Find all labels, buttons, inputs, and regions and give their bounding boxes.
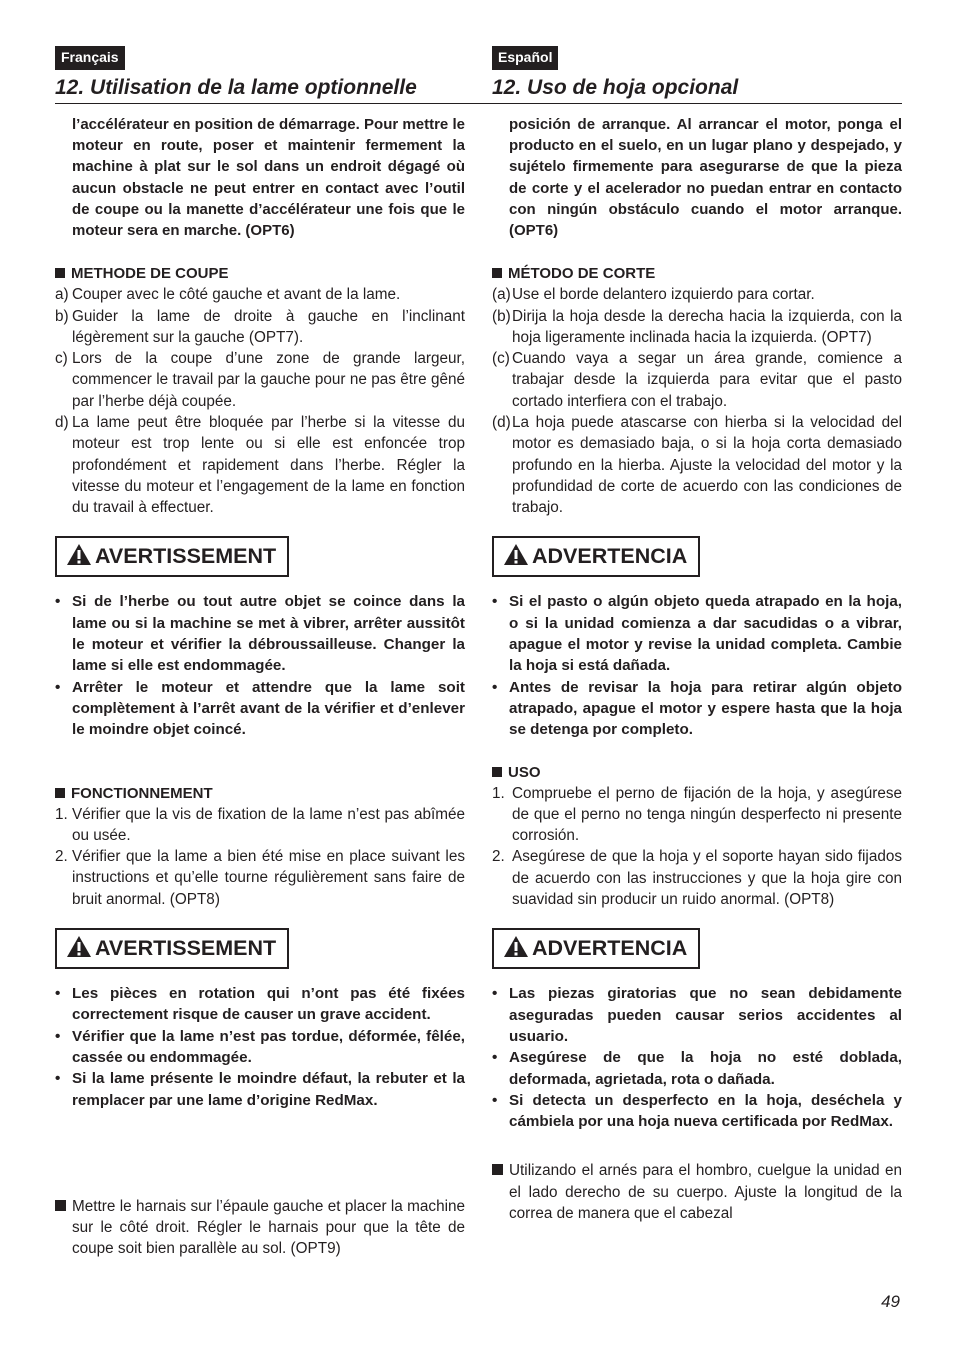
square-bullet-icon xyxy=(492,1164,503,1175)
list-item: (a) Use el borde delantero izquierdo para cortar. xyxy=(492,286,815,304)
list-item: (c) Cuando vaya a segar un área grande, comience a trabajar desde la izquierda para evitar que el pasto cortado interfiera con el trabajo. xyxy=(492,350,902,410)
warning-triangle-icon xyxy=(503,543,529,566)
square-bullet-icon xyxy=(55,788,65,798)
list-item: • Si detecta un desperfecto en la hoja, deséchela y cámbiela por una hoja nueva certificada por RedMax. xyxy=(492,1091,902,1131)
harness-paragraph: Utilizando el arnés para el hombro, cuelgue la unidad en el lado derecho de su cuerpo. Ajuste la longitud de la correa de manera que el cabezal xyxy=(492,1160,902,1224)
list-item: 1. Compruebe el perno de fijación de la hoja, y asegúrese de que el perno no tenga ningún desperfecto ni presente corrosión. xyxy=(492,784,902,845)
warning-bullet-list xyxy=(55,591,465,740)
square-bullet-icon xyxy=(492,767,502,777)
list-item: 2. Asegúrese de que la hoja y el soporte hayan sido fijados de acuerdo con las instrucciones y que la hoja gire con suavidad sin producir un ruido anormal. (OPT8) xyxy=(492,848,902,909)
page-number: 49 xyxy=(881,1292,900,1311)
warning-label: AVERTISSEMENT xyxy=(55,928,289,969)
operation-heading: USO xyxy=(492,762,902,783)
operation-list xyxy=(55,804,465,910)
method-list xyxy=(55,284,465,518)
warning-label: AVERTISSEMENT xyxy=(55,536,289,577)
section-title-spanish: 12. Uso de hoja opcional xyxy=(492,75,902,104)
warning-label: ADVERTENCIA xyxy=(492,928,700,969)
method-list xyxy=(492,284,902,518)
list-item: (b) Dirija la hoja desde la derecha hacia la izquierda, con la hoja ligeramente inclinada hacia la izquierda. (OPT7) xyxy=(492,307,902,346)
language-tab-french: Français xyxy=(55,46,125,70)
list-item: (d) La hoja puede atascarse con hierba si la velocidad del motor es demasiado baja, o si la hoja corta demasiado profundo en la hierba. Ajuste la velocidad del motor y la profundidad de corte de acuerdo con las condiciones de trabajo. xyxy=(492,414,902,517)
list-item: 1. Vérifier que la vis de fixation de la lame n’est pas abîmée ou usée. xyxy=(55,805,465,844)
list-item: • Si la lame présente le moindre défaut, la rebuter et la remplacer par une lame d’origine RedMax. xyxy=(55,1070,465,1109)
list-item: d) La lame peut être bloquée par l’herbe si la vitesse du moteur est trop lente ou si elle est enfoncée trop profondément et rapidement dans l’herbe. Régler la vitesse du moteur et l’engagement de la lame en fonction du travail à effectuer. xyxy=(55,414,465,517)
warning-bullet-list xyxy=(492,591,902,740)
warning-triangle-icon xyxy=(503,935,529,958)
intro-paragraph: l’accélérateur en position de démarrage. Pour mettre le moteur en route, poser et maintenir fermement la machine à plat sur le sol dans un endroit dégagé où aucun obstacle ne peut entrer en contact avec l’outil de coupe ou la manette d’accélérateur une fois que le moteur sera en marche. (OPT6) xyxy=(72,116,465,240)
warning-triangle-icon xyxy=(66,543,92,566)
list-item: c) Lors de la coupe d’une zone de grande largeur, commencer le travail par la gauche pour ne pas être gêné par l’herbe déjà coupée. xyxy=(55,350,465,410)
list-item: • Asegúrese de que la hoja no esté doblada, deformada, agrietada, rota o dañada. xyxy=(492,1049,902,1088)
list-item: • Las piezas giratorias que no sean debidamente aseguradas pueden causar serios accidentes al usuario. xyxy=(492,985,902,1045)
method-heading: METHODE DE COUPE xyxy=(55,263,465,284)
list-item: a) Couper avec le côté gauche et avant de la lame. xyxy=(55,286,401,304)
warning-label: ADVERTENCIA xyxy=(492,536,700,577)
list-item: • Antes de revisar la hoja para retirar algún objeto atrapado, apague el motor y espere hasta que la hoja se detenga por completo. xyxy=(492,678,902,739)
section-title-french: 12. Utilisation de la lame optionnelle xyxy=(55,75,493,104)
harness-paragraph: Mettre le harnais sur l’épaule gauche et placer la machine sur le côté droit. Régler le harnais pour que la tête de coupe soit bien parallèle au sol. (OPT9) xyxy=(55,1196,465,1260)
list-item: • Vérifier que la lame n’est pas tordue, déformée, fêlée, cassée ou endommagée. xyxy=(55,1027,465,1066)
warning-bullet-list xyxy=(492,983,902,1132)
warning-triangle-icon xyxy=(66,935,92,958)
intro-paragraph: posición de arranque. Al arrancar el motor, ponga el producto en el suelo, en un lugar plano y despejado, y sujételo firmemente para asegurarse de que la pieza de corte y el acelerador no puedan entrar en contacto con ningún obstáculo cuando el motor arranque. (OPT6) xyxy=(509,116,902,240)
list-item: • Si de l’herbe ou tout autre objet se coince dans la lame ou si la machine se met à vibrer, arrêter aussitôt le moteur et vérifier la débroussailleuse. Changer la lame si elle est endommagée. xyxy=(55,593,465,675)
list-item: • Si el pasto o algún objeto queda atrapado en la hoja, o si la unidad comienza a dar sacudidas o a vibrar, apague el motor y revise la unidad completa. Cambie la hoja si está dañada. xyxy=(492,593,902,675)
operation-heading: FONCTIONNEMENT xyxy=(55,783,465,804)
list-item: • Les pièces en rotation qui n’ont pas été fixées correctement risque de causer un grave accident. xyxy=(55,985,465,1024)
spanish-column xyxy=(492,46,902,1224)
method-heading: MÉTODO DE CORTE xyxy=(492,263,902,284)
warning-bullet-list xyxy=(55,983,465,1111)
list-item: • Arrêter le moteur et attendre que la lame soit complètement à l’arrêt avant de la vérifier et d’enlever le moindre objet coincé. xyxy=(55,678,465,739)
list-item: 2. Vérifier que la lame a bien été mise en place suivant les instructions et qu’elle tourne régulièrement sans faire de bruit anormal. (OPT8) xyxy=(55,848,465,908)
french-column xyxy=(55,46,465,1260)
square-bullet-icon xyxy=(55,1200,66,1211)
square-bullet-icon xyxy=(55,268,65,278)
language-tab-spanish: Español xyxy=(492,46,558,70)
list-item: b) Guider la lame de droite à gauche en l’inclinant légèrement sur la gauche (OPT7). xyxy=(55,307,465,346)
operation-list xyxy=(492,783,902,911)
square-bullet-icon xyxy=(492,268,502,278)
